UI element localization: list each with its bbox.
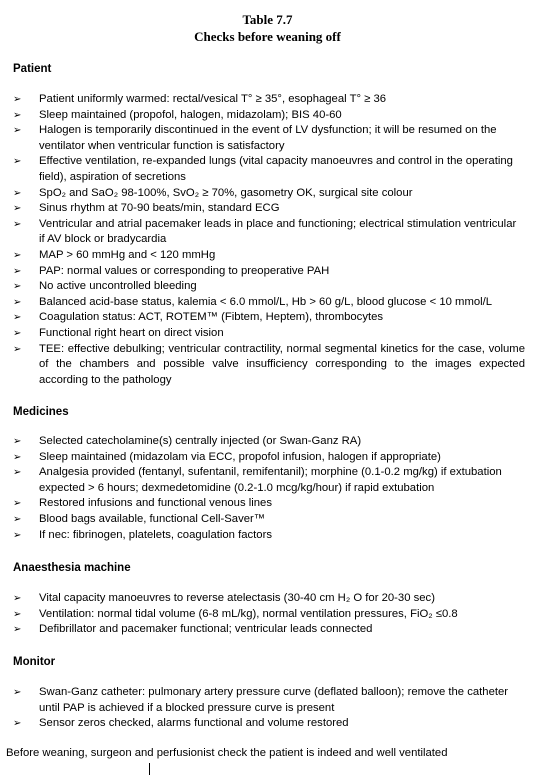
bullet-arrow-icon: ➢ bbox=[13, 498, 22, 510]
bullet-arrow-icon: ➢ bbox=[13, 718, 22, 730]
list-item: ➢ Swan-Ganz catheter: pulmonary artery pressure curve (deflated balloon); remove the catheter until PAP is achieved if a blocked pressure curve is present bbox=[13, 686, 509, 714]
list-item: ➢ TEE: effective debulking; ventricular contractility, normal segmental kinetics for the case, volume of the chambers and possible valve insufficiency corresponding to the images expected according to the pathology bbox=[13, 342, 525, 386]
bullet-arrow-icon: ➢ bbox=[13, 327, 22, 339]
footer-note: Before weaning, surgeon and perfusionist check the patient is indeed and well ventilated bbox=[6, 747, 448, 759]
bullet-arrow-icon: ➢ bbox=[13, 529, 22, 541]
section-heading-medicines: Medicines bbox=[13, 406, 69, 418]
bullet-arrow-icon: ➢ bbox=[13, 343, 22, 355]
list-item: ➢ Blood bags available, functional Cell-Saver™ bbox=[13, 512, 525, 528]
list-item: ➢ Vital capacity manoeuvres to reverse atelectasis (30-40 cm H₂ O for 20-30 sec) bbox=[13, 591, 525, 607]
bullet-arrow-icon: ➢ bbox=[13, 624, 22, 636]
bullet-arrow-icon: ➢ bbox=[13, 203, 22, 215]
bullet-arrow-icon: ➢ bbox=[13, 187, 22, 199]
anaesthesia-machine-checklist bbox=[13, 591, 525, 638]
list-item: ➢ Sensor zeros checked, alarms functional and volume restored bbox=[13, 716, 525, 732]
bullet-arrow-icon: ➢ bbox=[13, 109, 22, 121]
list-item: ➢ Selected catecholamine(s) centrally injected (or Swan-Ganz RA) bbox=[13, 434, 525, 450]
bullet-arrow-icon: ➢ bbox=[13, 296, 22, 308]
list-item: ➢ PAP: normal values or corresponding to preoperative PAH bbox=[13, 264, 525, 280]
monitor-checklist bbox=[13, 685, 525, 732]
list-item: ➢ Halogen is temporarily discontinued in the event of LV dysfunction; it will be resumed on the ventilator when ventricular function is satisfactory bbox=[13, 124, 497, 152]
bullet-arrow-icon: ➢ bbox=[13, 125, 22, 137]
bullet-arrow-icon: ➢ bbox=[13, 312, 22, 324]
bullet-arrow-icon: ➢ bbox=[13, 467, 22, 479]
bullet-arrow-icon: ➢ bbox=[13, 281, 22, 293]
section-heading-patient: Patient bbox=[13, 63, 52, 75]
bullet-arrow-icon: ➢ bbox=[13, 608, 22, 620]
list-item: ➢ If nec: fibrinogen, platelets, coagulation factors bbox=[13, 528, 525, 544]
bullet-arrow-icon: ➢ bbox=[13, 593, 22, 604]
list-item: ➢ MAP > 60 mmHg and < 120 mmHg bbox=[13, 248, 525, 264]
bullet-arrow-icon: ➢ bbox=[13, 451, 22, 463]
list-item: ➢ Analgesia provided (fentanyl, sufentanil, remifentanil); morphine (0.1-0.2 mg/kg) if extubation expected > 6 hours; dexmedetomidine (0.2-1.0 mcg/kg/hour) if rapid extubation bbox=[13, 466, 502, 494]
list-item: ➢ Balanced acid-base status, kalemia < 6.0 mmol/L, Hb > 60 g/L, blood glucose < 10 mmol/L bbox=[13, 295, 525, 311]
bullet-arrow-icon: ➢ bbox=[13, 265, 22, 277]
bullet-arrow-icon: ➢ bbox=[13, 513, 22, 525]
section-heading-anaesthesia-machine: Anaesthesia machine bbox=[13, 562, 131, 574]
list-item: ➢ Restored infusions and functional venous lines bbox=[13, 496, 525, 512]
list-item: ➢ Sleep maintained (propofol, halogen, midazolam); BIS 40-60 bbox=[13, 108, 525, 124]
list-item: ➢ SpO₂ and SaO₂ 98-100%, SvO₂ ≥ 70%, gasometry OK, surgical site colour bbox=[13, 186, 525, 202]
bullet-arrow-icon: ➢ bbox=[13, 687, 22, 698]
table-title: Checks before weaning off bbox=[194, 29, 341, 44]
bullet-arrow-icon: ➢ bbox=[13, 218, 22, 230]
patient-checklist bbox=[13, 92, 525, 388]
list-item: ➢ Ventilation: normal tidal volume (6-8 mL/kg), normal ventilation pressures, FiO₂ ≤0.8 bbox=[13, 607, 525, 623]
table-number: Table 7.7 bbox=[242, 12, 293, 27]
list-item: ➢ Patient uniformly warmed: rectal/vesical T° ≥ 35°, esophageal T° ≥ 36 bbox=[13, 92, 525, 108]
list-item: ➢ Effective ventilation, re-expanded lungs (vital capacity manoeuvres and control in the operating field), aspiration of secretions bbox=[13, 155, 513, 183]
bullet-arrow-icon: ➢ bbox=[13, 94, 22, 105]
list-item: ➢ Ventricular and atrial pacemaker leads in place and functioning; electrical stimulation ventricular if AV block or bradycardia bbox=[13, 217, 517, 246]
bullet-arrow-icon: ➢ bbox=[13, 436, 22, 447]
list-item: ➢ Sinus rhythm at 70-90 beats/min, standard ECG bbox=[13, 201, 525, 217]
bullet-arrow-icon: ➢ bbox=[13, 249, 22, 261]
section-heading-monitor: Monitor bbox=[13, 656, 56, 668]
list-item: ➢ Sleep maintained (midazolam via ECC, propofol infusion, halogen if appropriate) bbox=[13, 450, 525, 466]
list-item: ➢ Functional right heart on direct vision bbox=[13, 326, 525, 342]
bullet-arrow-icon: ➢ bbox=[13, 156, 22, 168]
list-item: ➢ Coagulation status: ACT, ROTEM™ (Fibtem, Heptem), thrombocytes bbox=[13, 310, 525, 326]
medicines-checklist bbox=[13, 434, 525, 543]
text-cursor bbox=[149, 763, 150, 775]
list-item: ➢ No active uncontrolled bleeding bbox=[13, 279, 525, 295]
list-item: ➢ Defibrillator and pacemaker functional; ventricular leads connected bbox=[13, 622, 525, 638]
